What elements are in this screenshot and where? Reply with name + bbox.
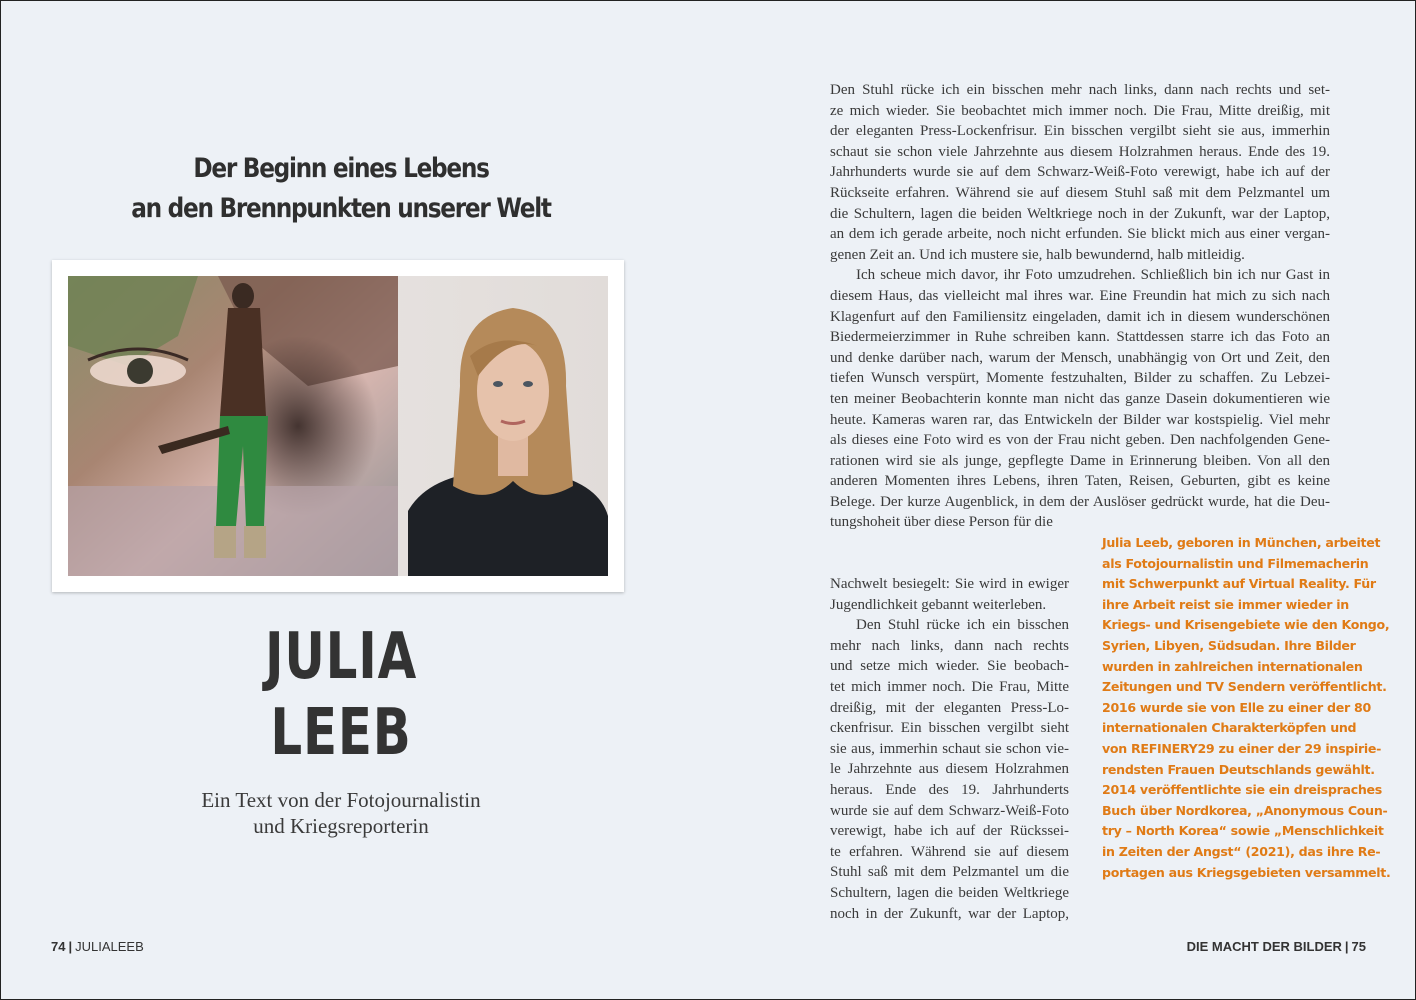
subtitle-line: Ein Text von der Fotojournalistin [201,788,481,812]
headline-line: Der Beginn eines Lebens [193,153,489,184]
author-bio [1102,533,1391,883]
footer-right [1187,939,1366,954]
text-line: wurde sie auf dem Schwarz-Weiß-Foto [830,802,1069,819]
woman-eye-left [493,381,503,387]
soldier-boot-right [244,526,266,558]
text-line: diesem Haus, das vielleicht mal ihres war. Eine Freundin hat mich zu sich nach [830,287,1330,304]
text-line: heraus. Ende des 19. Jahrhunderts [830,781,1069,798]
text-line: als dieses eine Foto wird es von der Frau nicht geben. Den nachfolgenden Gene- [830,432,1330,449]
bio-line: Syrien, Libyen, Südsudan. Ihre Bilder [1102,637,1356,653]
subtitle-line: und Kriegsreporterin [253,814,429,838]
footer-left-label: JULIALEEB [75,939,144,954]
text-line: ze mich wieder. Sie beobachtet mich immer noch. Die Frau, Mitte dreißig, mit [830,102,1330,119]
soldier-boot-left [214,526,236,558]
photo-frame [52,260,624,592]
author-name-line: JULIA [264,620,418,694]
footer-separator: | [1344,939,1349,954]
text-line: Klagenfurt auf den Familiensitz eingeladen, damit ich in diesem wunderschönen [830,308,1330,325]
text-line: die Schultern, lagen die beiden Weltkriege noch in der Zukunft, war der Laptop, [830,205,1330,222]
author-name [123,619,560,771]
woman-eye-right [523,381,533,387]
text-line: der eleganten Press-Lockenfrisur. Ein bisschen vergilbt sieht sie aus, immerhin [830,123,1330,140]
bio-line: 2016 wurde sie von Elle zu einer der 80 [1102,699,1371,715]
footer-separator: | [68,939,73,954]
text-line: Den Stuhl rücke ich ein bisschen [856,617,1069,634]
text-line: und denke darüber nach, warum der Mensch, unabhängig von Ort und Zeit, den [830,349,1330,366]
text-line: Ich scheue mich davor, ihr Foto umzudrehen. Schließlich bin ich nur Gast in [856,267,1330,284]
text-line: noch in der Zukunft, war der Laptop, [830,905,1069,922]
text-line: mehr nach links, dann nach rechts [830,637,1069,654]
headline-line: an den Brennpunkten unserer Welt [131,193,551,224]
text-line: und setze mich wieder. Sie beobach- [830,658,1069,675]
text-line: sie aus, immerhin schaut sie schon vie- [830,740,1069,757]
bio-line: ihre Arbeit reist sie immer wieder in [1102,596,1349,612]
headline [100,149,582,229]
soldier-head [232,283,254,309]
text-line: rationen wird sie als junge, gepflegte Dame in Erinnerung bleiben. Von all den [830,452,1330,469]
article-column-text [830,574,1069,924]
bio-line: 2014 veröffentlichte sie ein dreispraches [1102,782,1382,798]
text-line: Den Stuhl rücke ich ein bisschen mehr nach links, dann nach rechts und set- [830,82,1330,98]
text-line: Schultern, lagen die beiden Weltkriege [830,884,1069,901]
eye-iris [127,358,153,384]
text-line: te erfahren. Während sie auf diesem [830,843,1069,860]
text-line: Biedermeierzimmer in Ruhe schreiben kann. Stattdessen starre ich das Foto an [830,329,1330,346]
bio-line: rendsten Frauen Deutschlands gewählt. [1102,761,1375,777]
bio-line: Julia Leeb, geboren in München, arbeitet [1102,535,1381,550]
woman-shirt [408,471,608,576]
photo-illustration [68,276,608,576]
text-line: anderen Momenten ihres Lebens, ihren Taten, Reisen, Geburten, gibt es keine [830,473,1330,490]
article-main-text [830,80,1330,533]
text-line: genen Zeit an. Und ich mustere sie, halb bewundernd, halb mitleidig. [830,246,1245,263]
text-line: dreißig, mit der eleganten Press-Lo- [830,699,1069,716]
text-line: an dem ich gerade arbeite, noch nicht erfunden. Sie blickt mich aus einer vergan- [830,226,1330,243]
page-number-right: 75 [1351,939,1366,954]
text-line: ten meiner Beobachterin konnte man nicht das ganze Dasein dokumentieren wie [830,390,1330,407]
bio-line: portagen aus Kriegsgebieten versammelt. [1102,864,1391,880]
author-name-line: LEEB [270,696,412,770]
bio-line: in Zeiten der Angst“ (2021), das ihre Re- [1102,843,1381,859]
text-line: tungshoheit über diese Person für die [830,514,1053,531]
subtitle [61,787,621,839]
footer-left [51,939,144,954]
text-line: Belege. Der kurze Augenblick, in dem der Auslöser gedrückt wurde, hat die Deu- [830,493,1330,510]
text-line: Nachwelt besiegelt: Sie wird in ewiger [830,576,1069,592]
bio-line: Kriegs- und Krisengebiete wie den Kongo, [1102,617,1390,633]
bio-line: als Fotojournalistin und Filmemacherin [1102,555,1369,571]
text-line: le Jahrzehnte aus diesem Holzrahmen [830,761,1069,778]
text-line: ckenfrisur. Ein bisschen vergilbt sieht [830,720,1069,737]
text-line: verewigt, habe ich auf der Rückssei- [830,823,1069,840]
page-number-left: 74 [51,939,66,954]
bio-line: von REFINERY29 zu einer der 29 inspirie- [1102,740,1382,756]
text-line: Jugendlichkeit gebannt weiterleben. [830,596,1047,613]
text-line: Jahrhunderts wurde sie auf dem Schwarz-Weiß-Foto verewigt, habe ich auf der [830,164,1330,181]
footer-right-label: DIE MACHT DER BILDER [1186,939,1342,954]
bio-line: mit Schwerpunkt auf Virtual Reality. Für [1102,576,1376,592]
soldier-torso [220,308,266,416]
bio-line: wurden in zahlreichen internationalen [1102,658,1363,674]
text-line: schaut sie schon viele Jahrzehnte aus diesem Holzrahmen heraus. Ende des 19. [830,143,1330,160]
text-line: heute. Kameras waren rar, das Entwickeln der Bilder war kostspielig. Viel mehr [830,411,1330,428]
text-line: Stuhl saß mit dem Pelzmantel um die [830,864,1069,881]
bio-line: internationalen Charakterköpfen und [1102,720,1357,736]
bio-line: Buch über Nordkorea, „Anonymous Coun- [1102,802,1388,818]
portrait-photo [68,276,608,576]
text-line: Rückseite erfahren. Während sie auf diesem Stuhl saß mit dem Pelzmantel um [830,184,1330,201]
text-line: tet mich immer noch. Die Frau, Mitte [830,678,1069,695]
woman-neck [498,436,528,476]
bio-line: try – North Korea“ sowie „Menschlichkeit [1102,823,1384,839]
text-line: tiefen Wunsch verspürt, Momente festzuhalten, Bilder zu schaffen. Zu Lebzei- [830,370,1330,387]
bio-line: Zeitungen und TV Sendern veröffentlicht. [1102,679,1387,695]
